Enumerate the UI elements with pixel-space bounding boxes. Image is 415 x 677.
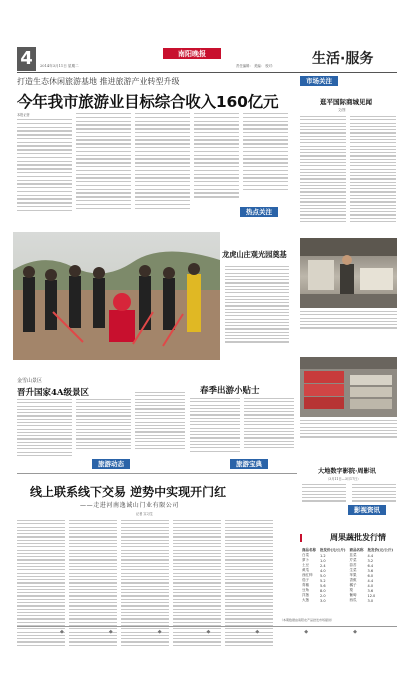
paper-logo: 南阳晚报 — [163, 48, 221, 59]
travel-news-label: 旅游动态 — [92, 459, 130, 469]
photo-market-goods — [300, 357, 397, 417]
right-top-col-1 — [300, 116, 346, 224]
hot-topic-label: 热点关注 — [240, 207, 278, 217]
price-item-name: 葡萄 — [349, 593, 357, 597]
ad-byline: 记者 实习生 — [136, 512, 153, 516]
issue-date: 2014年3月11日 星期二 — [40, 64, 79, 68]
price-footnote: （本期数据由南阳农产品批发市场提供） — [280, 618, 335, 622]
price-item-value: 3.6 — [367, 568, 374, 573]
cinema-subtitle: （3月11日—3月17日） — [326, 477, 361, 481]
footer-rule — [17, 626, 397, 627]
feature-caption-title: 龙虎山庄观光园奠基 — [222, 250, 287, 259]
price-col-value-1: 批发价(元/公斤) — [320, 548, 346, 552]
lead-headline: 今年我市旅游业目标综合收入160亿元 — [17, 93, 279, 111]
lead-col-5 — [243, 113, 288, 192]
price-item-value: 8.0 — [320, 588, 326, 593]
price-col-name-1: 商品名称 — [302, 548, 316, 552]
cinema-listing-1 — [302, 484, 346, 504]
lead-col-3 — [135, 113, 190, 211]
price-item-value: 2.4 — [320, 563, 326, 568]
price-item-name: 生菜 — [349, 568, 357, 572]
price-item-name: 大葱 — [302, 598, 309, 602]
price-item-value: 3.0 — [367, 598, 374, 603]
price-item-value: 4.4 — [367, 553, 374, 558]
price-item-value: 12.0 — [367, 593, 376, 598]
price-item-name: 香蕉 — [349, 578, 357, 582]
price-item-value: 4.0 — [320, 568, 326, 573]
price-item-name: 土豆 — [302, 563, 309, 567]
price-item-name: 白菜 — [302, 553, 309, 557]
price-title: 周果蔬批发行情 — [330, 532, 386, 542]
page-number: 4 — [17, 47, 36, 71]
price-table-grid — [300, 548, 395, 603]
price-item-name: 青椒 — [302, 583, 309, 587]
scenic-title: 晋升国家4A级景区 — [17, 388, 90, 398]
lead-col-1 — [17, 119, 72, 214]
price-table — [300, 548, 397, 603]
lead-byline: 本报记者 — [17, 113, 30, 117]
price-item-value: 6.0 — [367, 573, 374, 578]
price-item-value: 2.0 — [320, 593, 326, 598]
ad-subtitle: ——走进河南逸诚山门业有限公司 — [80, 502, 180, 509]
price-item-name: 茄子 — [302, 578, 309, 582]
scenic-kicker: 金雪山景区 — [17, 378, 43, 384]
photo-market-interior — [300, 238, 397, 308]
price-item-name: 蒜苔 — [349, 563, 357, 567]
price-item-name: 西红柿 — [302, 573, 313, 577]
scenic-col-3 — [135, 392, 185, 451]
price-item-value: 4.4 — [367, 578, 374, 583]
price-item-name: 豆角 — [302, 588, 309, 592]
market-scene-graphic — [300, 238, 397, 308]
spring-col-2 — [244, 398, 294, 451]
section-title: 生活·服务 — [312, 51, 374, 67]
price-col-name-2: 商品名称 — [349, 548, 364, 552]
price-item-name: 洋葱 — [302, 593, 309, 597]
price-item-value: 1.0 — [320, 558, 326, 563]
header-rule — [17, 72, 397, 73]
price-item-name: 苹果 — [349, 573, 357, 577]
price-item-value: 1.2 — [320, 553, 326, 558]
scenic-col-1 — [17, 399, 72, 458]
goods-scene-graphic — [300, 357, 397, 417]
price-title-mark — [300, 534, 302, 542]
mid-rule — [17, 473, 297, 474]
price-item-value: 3.6 — [367, 588, 374, 593]
cinema-title: 大地数字影院·周影讯 — [318, 468, 376, 475]
price-item-name: 黄瓜 — [302, 568, 309, 572]
photo-groundbreaking — [13, 232, 220, 360]
footer-ornaments: ◆◆◆◆◆◆◆ — [60, 629, 402, 635]
price-item-name: 萝卜 — [302, 558, 309, 562]
feature-caption-text — [225, 266, 289, 345]
ceremony-scene-graphic — [13, 232, 220, 360]
photo-caption-1 — [300, 311, 397, 331]
lead-col-4 — [194, 113, 239, 200]
film-news-label: 影视资讯 — [348, 505, 386, 515]
travel-tips-label: 旅游宝典 — [230, 459, 268, 469]
photo-caption-2 — [300, 420, 397, 440]
price-item-value: 4.0 — [367, 583, 374, 588]
price-item-name: 橘子 — [349, 583, 357, 587]
price-item-value: 5.6 — [320, 583, 326, 588]
spring-col-1 — [190, 398, 240, 454]
right-top-title: 逛平国际商城见闻 — [320, 98, 372, 106]
price-item-value: 6.4 — [367, 563, 374, 568]
price-col-value-2: 批发价(元/公斤) — [367, 548, 393, 552]
price-item-value: 3.2 — [367, 558, 374, 563]
lead-col-2 — [76, 113, 131, 211]
price-item-value: 5.2 — [320, 578, 326, 583]
ad-headline: 线上联系线下交易 逆势中实现开门红 — [30, 485, 227, 499]
market-label: 市场关注 — [300, 76, 338, 86]
price-item-value: 3.0 — [320, 598, 326, 603]
price-item-name: 西瓜 — [349, 598, 357, 602]
editor-credits: 责任编辑： 美编： 校对： — [236, 64, 276, 68]
lead-kicker: 打造生态休闲旅游基地 推进旅游产业转型升级 — [17, 77, 180, 86]
right-top-author: 文/图 — [338, 108, 346, 112]
scenic-col-2 — [76, 399, 131, 452]
cinema-listing-2 — [352, 484, 396, 504]
right-top-col-2 — [350, 116, 396, 224]
price-item-name: 韭菜 — [349, 553, 357, 557]
spring-title: 春季出游小贴士 — [200, 386, 260, 396]
price-row — [300, 598, 395, 603]
price-item-name: 芹菜 — [349, 558, 357, 562]
price-item-name: 梨 — [349, 588, 353, 592]
ad-col-1 — [17, 520, 65, 648]
price-item-value: 5.0 — [320, 573, 326, 578]
